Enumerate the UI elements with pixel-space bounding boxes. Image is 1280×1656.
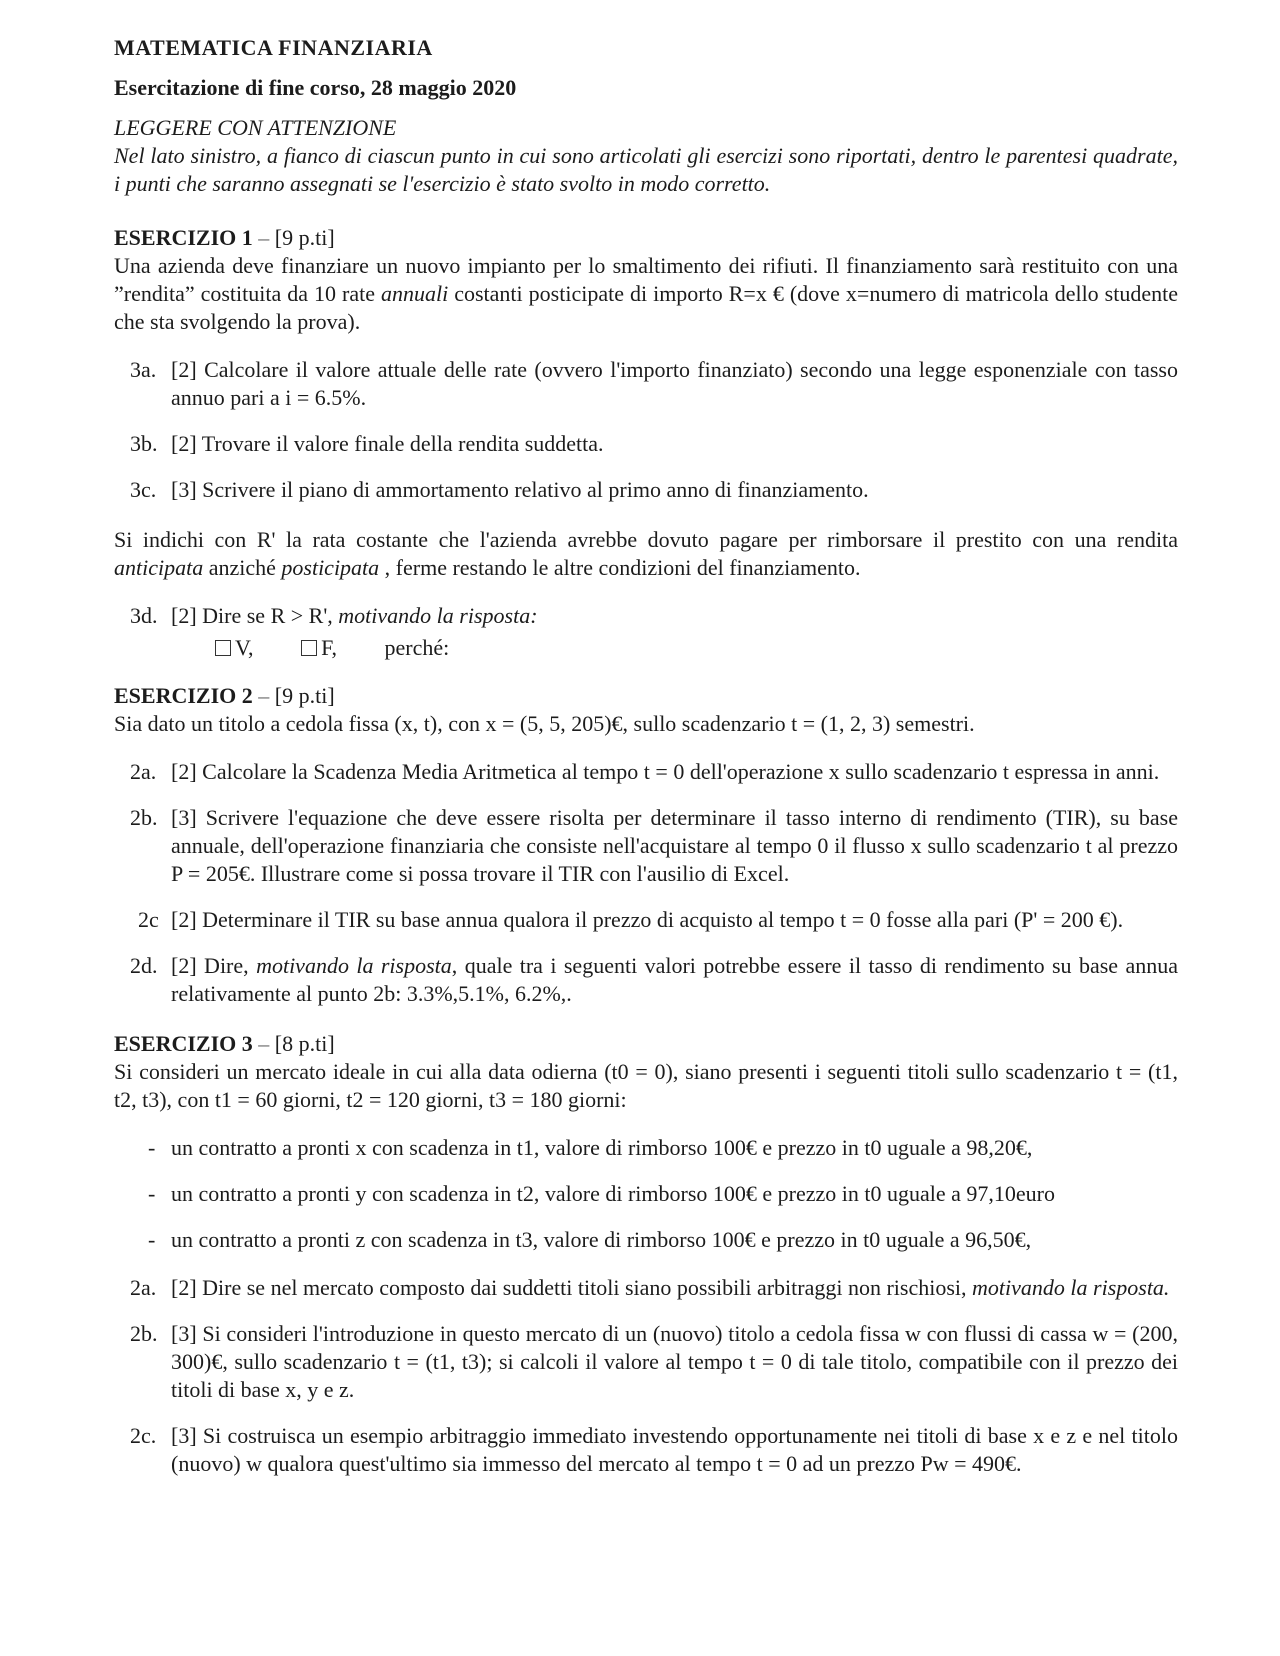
list-item bbox=[114, 1320, 1178, 1404]
exercise-1-dash: – bbox=[258, 225, 270, 250]
bullet-dash: - bbox=[148, 1181, 156, 1206]
list-item bbox=[114, 1226, 1178, 1254]
item-text: , quale tra i seguenti valori potrebbe essere il tasso di rendimento su base annua relativamente al punto 2b: 3.3%,5.1%, 6.2%,. bbox=[171, 953, 1178, 1006]
exercise-1-title: ESERCIZIO 1 bbox=[114, 225, 253, 250]
exercise-3-intro: Si consideri un mercato ideale in cui alla data odierna (t0 = 0), siano presenti i seguenti titoli sullo scadenzario t = (t1, t2, t3), con t1 = 60 giorni, t2 = 120 giorni, t3 = 180 giorni: bbox=[114, 1059, 1178, 1112]
item-text: [3] Si costruisca un esempio arbitraggio immediato investendo opportunamente nei titoli di base x e z e nel titolo (nuovo) w qualora quest'ultimo sia immesso del mercato al tempo t = 0 ad un prezzo Pw = 490€. bbox=[171, 1423, 1178, 1476]
item-emphasis: motivando la risposta bbox=[256, 953, 452, 978]
exercise-3-title: ESERCIZIO 3 bbox=[114, 1031, 253, 1056]
exercise-1-item-d bbox=[114, 602, 1178, 630]
item-label: 3d. bbox=[130, 603, 158, 628]
document-subtitle: Esercitazione di fine corso, 28 maggio 2020 bbox=[114, 75, 517, 100]
followup-emphasis: anticipata bbox=[114, 555, 204, 580]
list-item bbox=[114, 1422, 1178, 1478]
list-item bbox=[114, 804, 1178, 888]
choice-why: perché: bbox=[384, 635, 450, 660]
exercise-1-points: [9 p.ti] bbox=[274, 225, 335, 250]
item-text: [2] Determinare il TIR su base annua qualora il prezzo di acquisto al tempo t = 0 fosse alla pari (P' = 200 €). bbox=[171, 907, 1124, 932]
item-text: un contratto a pronti z con scadenza in t3, valore di rimborso 100€ e prezzo in t0 uguale a 96,50€, bbox=[171, 1227, 1032, 1252]
item-text: [3] Si consideri l'introduzione in questo mercato di un (nuovo) titolo a cedola fissa w con flussi di cassa w = (200, 300)€, sullo scadenzario t = (t1, t3); si calcoli il valore al tempo t = 0 di tale titolo, compatibile con il prezzo dei titoli di base x, y e z. bbox=[171, 1321, 1178, 1402]
exercise-3-securities bbox=[114, 1134, 1178, 1254]
followup-emphasis: posticipata bbox=[281, 555, 380, 580]
list-item bbox=[114, 430, 1178, 458]
checkbox-true[interactable] bbox=[215, 635, 254, 660]
followup-part: Si indichi con R' la rata costante che l'azienda avrebbe dovuto pagare per rimborsare il prestito con una rendita bbox=[114, 527, 1178, 552]
list-item bbox=[114, 1274, 1178, 1302]
item-text: un contratto a pronti x con scadenza in t1, valore di rimborso 100€ e prezzo in t0 uguale a 98,20€, bbox=[171, 1135, 1033, 1160]
exercise-3-items bbox=[114, 1274, 1178, 1478]
item-label: 3a. bbox=[130, 357, 157, 382]
list-item bbox=[114, 758, 1178, 786]
list-item bbox=[114, 1180, 1178, 1208]
list-item bbox=[114, 476, 1178, 504]
followup-part: , ferme restando le altre condizioni del finanziamento. bbox=[379, 555, 861, 580]
item-text: [2] Calcolare il valore attuale delle rate (ovvero l'importo finanziato) secondo una legge esponenziale con tasso annuo pari a i = 6.5%. bbox=[171, 357, 1178, 410]
bullet-dash: - bbox=[148, 1135, 156, 1160]
intro-part: costanti posticipate di importo R=x € (dove x=numero di matricola dello studente che sta svolgendo la prova). bbox=[114, 281, 1178, 334]
bullet-dash: - bbox=[148, 1227, 156, 1252]
item-label: 3b. bbox=[130, 431, 158, 456]
item-label: 2d. bbox=[130, 953, 158, 978]
item-text: [2] Dire, bbox=[171, 953, 257, 978]
exercise-2-title: ESERCIZIO 2 bbox=[114, 683, 253, 708]
intro-part: Una azienda deve finanziare un nuovo impianto per lo smaltimento dei rifiuti. Il finanziamento sarà restituito con una ”rendita” costituita da 10 rate bbox=[114, 253, 1178, 306]
item-text: [2] Calcolare la Scadenza Media Aritmetica al tempo t = 0 dell'operazione x sullo scadenzario t espressa in anni. bbox=[171, 759, 1160, 784]
item-text: [3] Scrivere il piano di ammortamento relativo al primo anno di finanziamento. bbox=[171, 477, 869, 502]
exercise-3-points: [8 p.ti] bbox=[274, 1031, 335, 1056]
exercise-2-intro: Sia dato un titolo a cedola fissa (x, t), con x = (5, 5, 205)€, sullo scadenzario t = (1, 2, 3) semestri. bbox=[114, 711, 975, 736]
true-false-choice bbox=[114, 634, 1178, 662]
exercise-2-heading bbox=[114, 682, 1178, 710]
item-label: 3c. bbox=[130, 477, 157, 502]
checkbox-false[interactable] bbox=[301, 635, 337, 660]
list-item bbox=[114, 1134, 1178, 1162]
exercise-2-dash: – bbox=[258, 683, 270, 708]
exercise-1-followup bbox=[114, 526, 1178, 582]
item-text: un contratto a pronti y con scadenza in t2, valore di rimborso 100€ e prezzo in t0 uguale a 97,10euro bbox=[171, 1181, 1056, 1206]
exercise-1-intro bbox=[114, 252, 1178, 336]
list-item bbox=[114, 952, 1178, 1008]
choice-label: V, bbox=[235, 635, 254, 660]
exercise-1-items bbox=[114, 356, 1178, 504]
checkbox-icon bbox=[215, 640, 231, 656]
item-text: [3] Scrivere l'equazione che deve essere risolta per determinare il tasso interno di rendimento (TIR), su base annuale, dell'operazione finanziaria che consiste nell'acquistare al tempo 0 il flusso x sullo scadenzario t al prezzo P = 205€. Illustrare come si possa trovare il TIR con l'ausilio di Excel. bbox=[171, 805, 1178, 886]
item-label: 2a. bbox=[130, 1275, 157, 1300]
followup-part: anziché bbox=[203, 555, 282, 580]
exercise-1-heading bbox=[114, 224, 1178, 252]
exercise-3-dash: – bbox=[258, 1031, 270, 1056]
item-label: 2a. bbox=[130, 759, 157, 784]
choice-label: F, bbox=[321, 635, 338, 660]
list-item bbox=[114, 906, 1178, 934]
intro-emphasis: annuali bbox=[381, 281, 449, 306]
list-item bbox=[114, 356, 1178, 412]
exercise-3-heading bbox=[114, 1030, 1178, 1058]
exercise-2-points: [9 p.ti] bbox=[274, 683, 335, 708]
item-label: 2c bbox=[138, 907, 159, 932]
checkbox-icon bbox=[301, 640, 317, 656]
warning-text: Nel lato sinistro, a fianco di ciascun punto in cui sono articolati gli esercizi sono riportati, dentro le parentesi quadrate, i punti che saranno assegnati se l'esercizio è stato svolto in modo corretto. bbox=[114, 143, 1178, 196]
exercise-2-items bbox=[114, 758, 1178, 1008]
item-label: 2b. bbox=[130, 805, 158, 830]
item-text: [2] Dire se R > R', bbox=[171, 603, 339, 628]
document-title: MATEMATICA FINANZIARIA bbox=[114, 35, 433, 60]
item-emphasis: motivando la risposta: bbox=[338, 603, 538, 628]
list-item bbox=[114, 602, 1178, 630]
item-text: [2] Dire se nel mercato composto dai suddetti titoli siano possibili arbitraggi non rischiosi, bbox=[171, 1275, 973, 1300]
item-emphasis: motivando la risposta. bbox=[972, 1275, 1170, 1300]
item-text: [2] Trovare il valore finale della rendita suddetta. bbox=[171, 431, 604, 456]
item-label: 2b. bbox=[130, 1321, 158, 1346]
warning-title: LEGGERE CON ATTENZIONE bbox=[114, 115, 397, 140]
item-label: 2c. bbox=[130, 1423, 157, 1448]
